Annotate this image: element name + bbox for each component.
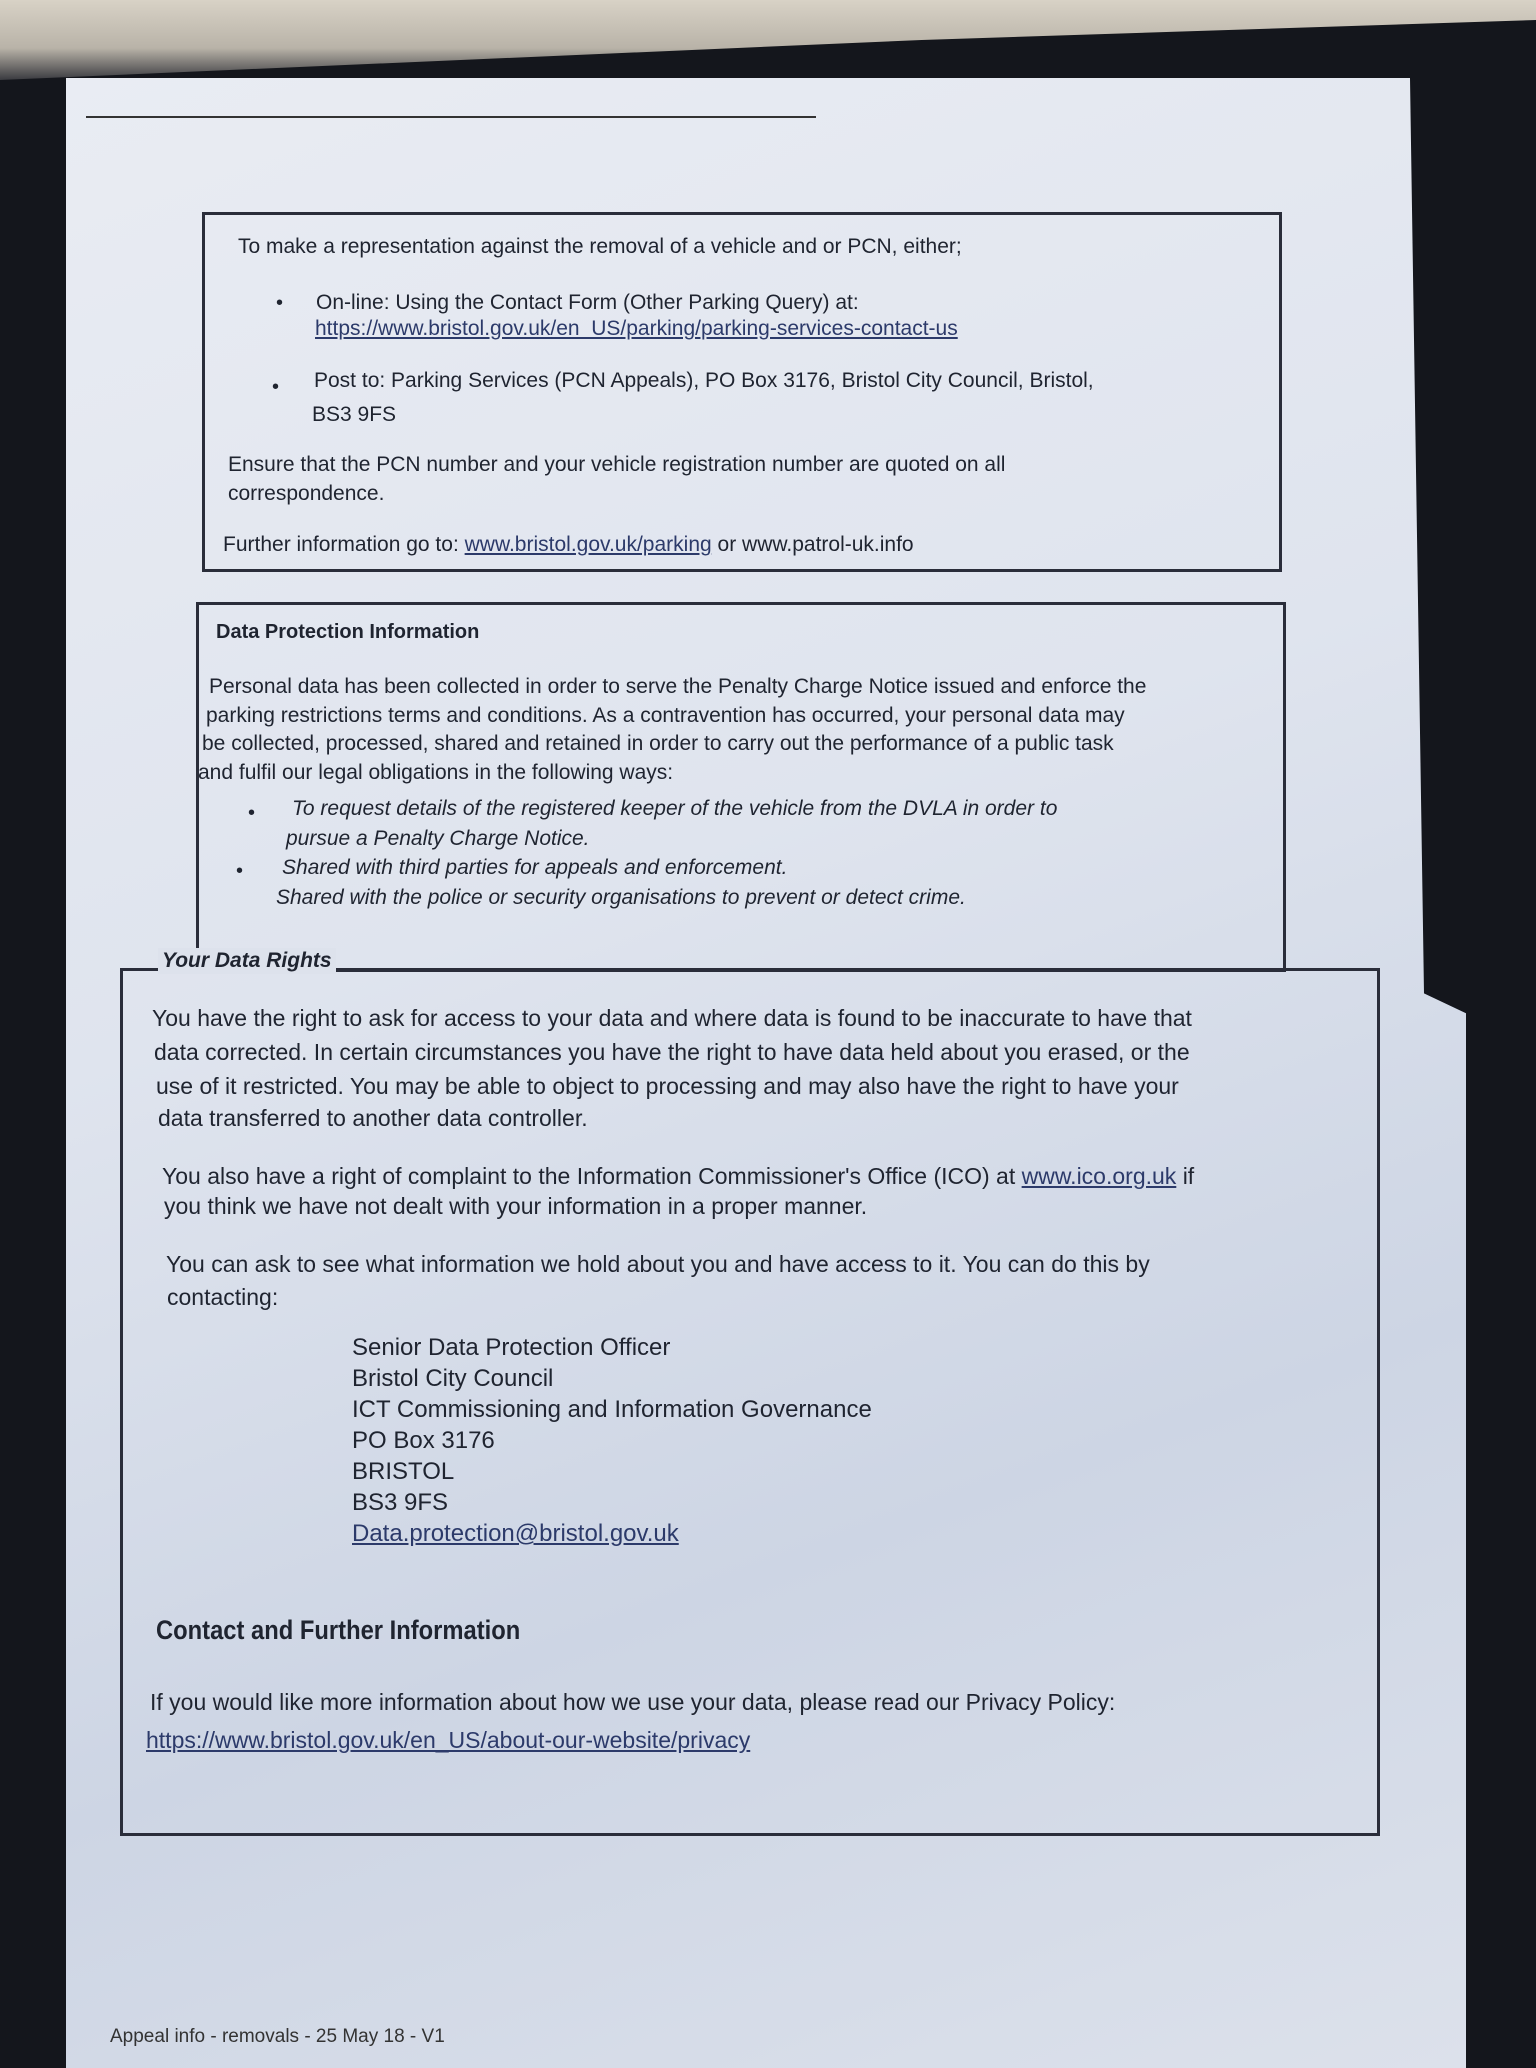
dpo-email-link[interactable]: Data.protection@bristol.gov.uk xyxy=(352,1520,679,1547)
data-rights-heading: Your Data Rights xyxy=(158,948,336,974)
address-line: Senior Data Protection Officer xyxy=(352,1334,671,1361)
ico-line2: you think we have not dealt with your information in a proper manner. xyxy=(164,1193,868,1219)
footer-version: Appeal info - removals - 25 May 18 - V1 xyxy=(110,2026,445,2047)
ico-suffix: if xyxy=(1182,1163,1195,1189)
bullet-marker: • xyxy=(276,292,284,314)
top-rule xyxy=(86,116,816,118)
rights-para-line: use of it restricted. You may be able to object to processing and may also have the right to have your xyxy=(156,1073,1179,1099)
rights-para-line: data transferred to another data controller. xyxy=(158,1105,588,1131)
dp-para-line: be collected, processed, shared and retained in order to carry out the performance of a public task xyxy=(202,732,1114,755)
ico-line1 xyxy=(162,1162,1194,1191)
address-line: Bristol City Council xyxy=(352,1365,554,1392)
rights-para-line: You have the right to ask for access to your data and where data is found to be inaccurate to have that xyxy=(152,1005,1192,1031)
bullet-marker: • xyxy=(248,802,256,824)
background-surface xyxy=(0,0,1536,80)
ico-link[interactable]: www.ico.org.uk xyxy=(1021,1163,1177,1189)
rights-para-line: data corrected. In certain circumstances you have the right to have data held about you erased, or the xyxy=(154,1039,1190,1065)
further-info-prefix: Further information go to: xyxy=(223,533,459,556)
ask-line1: You can ask to see what information we hold about you and have access to it. You can do this by xyxy=(166,1251,1150,1277)
dp-bullet3: Shared with the police or security organisations to prevent or detect crime. xyxy=(276,886,966,909)
ask-line2: contacting: xyxy=(167,1284,279,1310)
post-address-line2: BS3 9FS xyxy=(312,403,397,426)
dp-bullet1-line2: pursue a Penalty Charge Notice. xyxy=(286,827,590,850)
dp-para-line: Personal data has been collected in order to serve the Penalty Charge Notice issued and enforce the xyxy=(209,675,1147,698)
ensure-line2: correspondence. xyxy=(228,482,385,505)
dp-para-line: and fulfil our legal obligations in the following ways: xyxy=(198,761,674,784)
dpo-address-block xyxy=(352,1332,872,1549)
ensure-line1: Ensure that the PCN number and your vehicle registration number are quoted on all xyxy=(228,453,1006,476)
ico-prefix: You also have a right of complaint to the Information Commissioner's Office (ICO) at xyxy=(162,1163,1016,1189)
address-line: BS3 9FS xyxy=(352,1489,449,1516)
parking-link[interactable]: www.bristol.gov.uk/parking xyxy=(464,533,712,556)
contact-form-link[interactable]: https://www.bristol.gov.uk/en_US/parking/parking-services-contact-us xyxy=(315,317,958,340)
further-info-line xyxy=(223,532,914,558)
address-line: PO Box 3176 xyxy=(352,1427,495,1454)
post-address-line1: Post to: Parking Services (PCN Appeals), PO Box 3176, Bristol City Council, Bristol, xyxy=(314,369,1094,392)
privacy-policy-link[interactable]: https://www.bristol.gov.uk/en_US/about-our-website/privacy xyxy=(146,1727,751,1753)
dp-bullet2: Shared with third parties for appeals and enforcement. xyxy=(282,856,788,879)
bullet-marker: • xyxy=(272,376,280,398)
online-label: On-line: Using the Contact Form (Other Parking Query) at: xyxy=(316,291,859,314)
dp-para-line: parking restrictions terms and conditions. As a contravention has occurred, your personal data may xyxy=(206,704,1125,727)
bullet-marker: • xyxy=(236,860,244,882)
contact-heading: Contact and Further Information xyxy=(156,1615,521,1645)
data-protection-heading: Data Protection Information xyxy=(216,621,480,643)
representation-intro: To make a representation against the removal of a vehicle and or PCN, either; xyxy=(238,235,962,258)
dp-bullet1-line1: To request details of the registered keeper of the vehicle from the DVLA in order to xyxy=(292,797,1058,820)
address-line: ICT Commissioning and Information Governance xyxy=(352,1396,872,1423)
data-protection-box xyxy=(196,602,1286,972)
further-info-suffix: or www.patrol-uk.info xyxy=(717,533,914,556)
address-line: BRISTOL xyxy=(352,1458,455,1485)
privacy-line: If you would like more information about how we use your data, please read our Privacy Policy: xyxy=(150,1689,1116,1715)
